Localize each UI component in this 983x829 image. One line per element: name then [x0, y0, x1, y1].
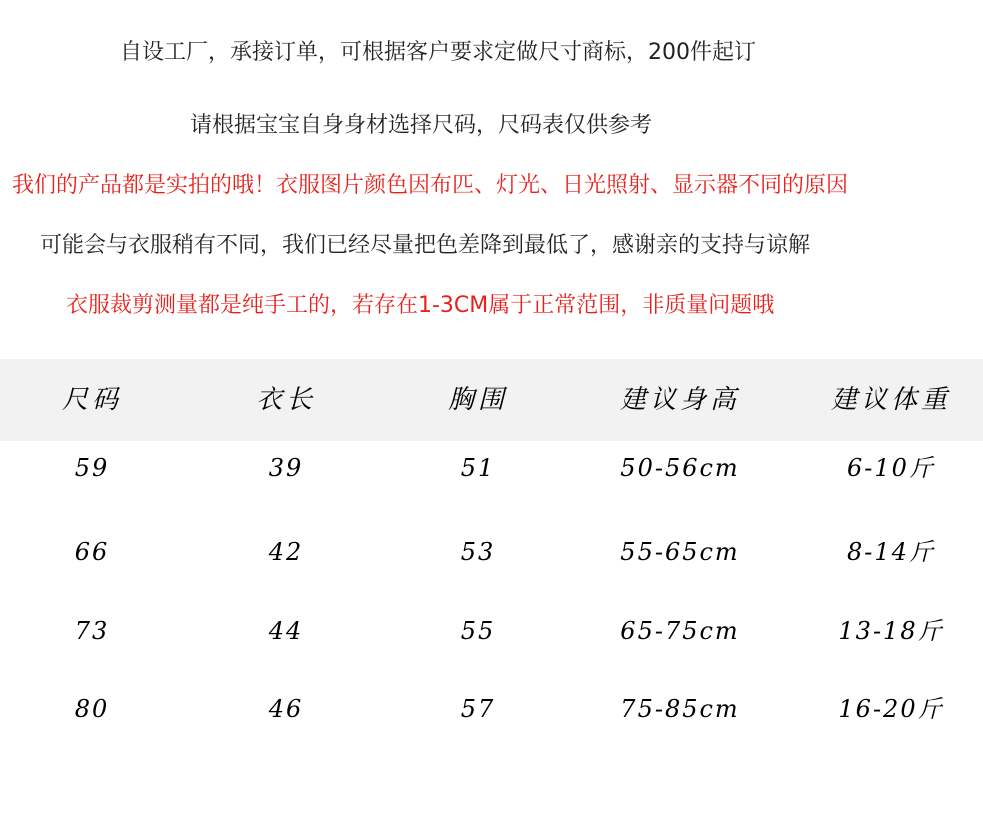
- header-chest: 胸围: [447, 385, 508, 415]
- cell-size: 80: [74, 695, 110, 723]
- cell-chest: 55: [460, 617, 496, 645]
- cell-length: 44: [268, 617, 304, 645]
- cell-chest: 53: [460, 538, 496, 566]
- cell-chest: 51: [460, 454, 496, 482]
- header-length: 衣长: [255, 385, 316, 415]
- cell-weight: 8-14斤: [847, 538, 935, 566]
- cell-length: 39: [268, 454, 304, 482]
- cell-size: 66: [74, 538, 110, 566]
- cell-chest: 57: [460, 695, 496, 723]
- cell-height: 55-65cm: [620, 538, 740, 566]
- header-suggested-height: 建议身高: [619, 385, 740, 415]
- cell-weight: 13-18斤: [838, 617, 944, 645]
- header-size: 尺码: [61, 385, 122, 415]
- cell-size: 59: [74, 454, 110, 482]
- cell-weight: 6-10斤: [847, 454, 935, 482]
- notice-factory-order: 自设工厂，承接订单，可根据客户要求定做尺寸商标，200件起订: [120, 40, 756, 65]
- cell-height: 50-56cm: [620, 454, 740, 482]
- header-suggested-weight: 建议体重: [830, 385, 951, 415]
- notice-color-disclaimer: 我们的产品都是实拍的哦！衣服图片颜色因布匹、灯光、日光照射、显示器不同的原因: [12, 173, 849, 198]
- cell-height: 65-75cm: [620, 617, 740, 645]
- notice-measurement-tolerance: 衣服裁剪测量都是纯手工的，若存在1-3CM属于正常范围，非质量问题哦: [66, 293, 775, 318]
- cell-height: 75-85cm: [620, 695, 740, 723]
- cell-length: 46: [268, 695, 304, 723]
- cell-length: 42: [268, 538, 304, 566]
- notice-color-difference: 可能会与衣服稍有不同，我们已经尽量把色差降到最低了，感谢亲的支持与谅解: [40, 233, 811, 258]
- size-table-header: [0, 359, 983, 441]
- cell-weight: 16-20斤: [838, 695, 944, 723]
- notice-size-advice: 请根据宝宝自身身材选择尺码，尺码表仅供参考: [190, 113, 653, 138]
- cell-size: 73: [74, 617, 110, 645]
